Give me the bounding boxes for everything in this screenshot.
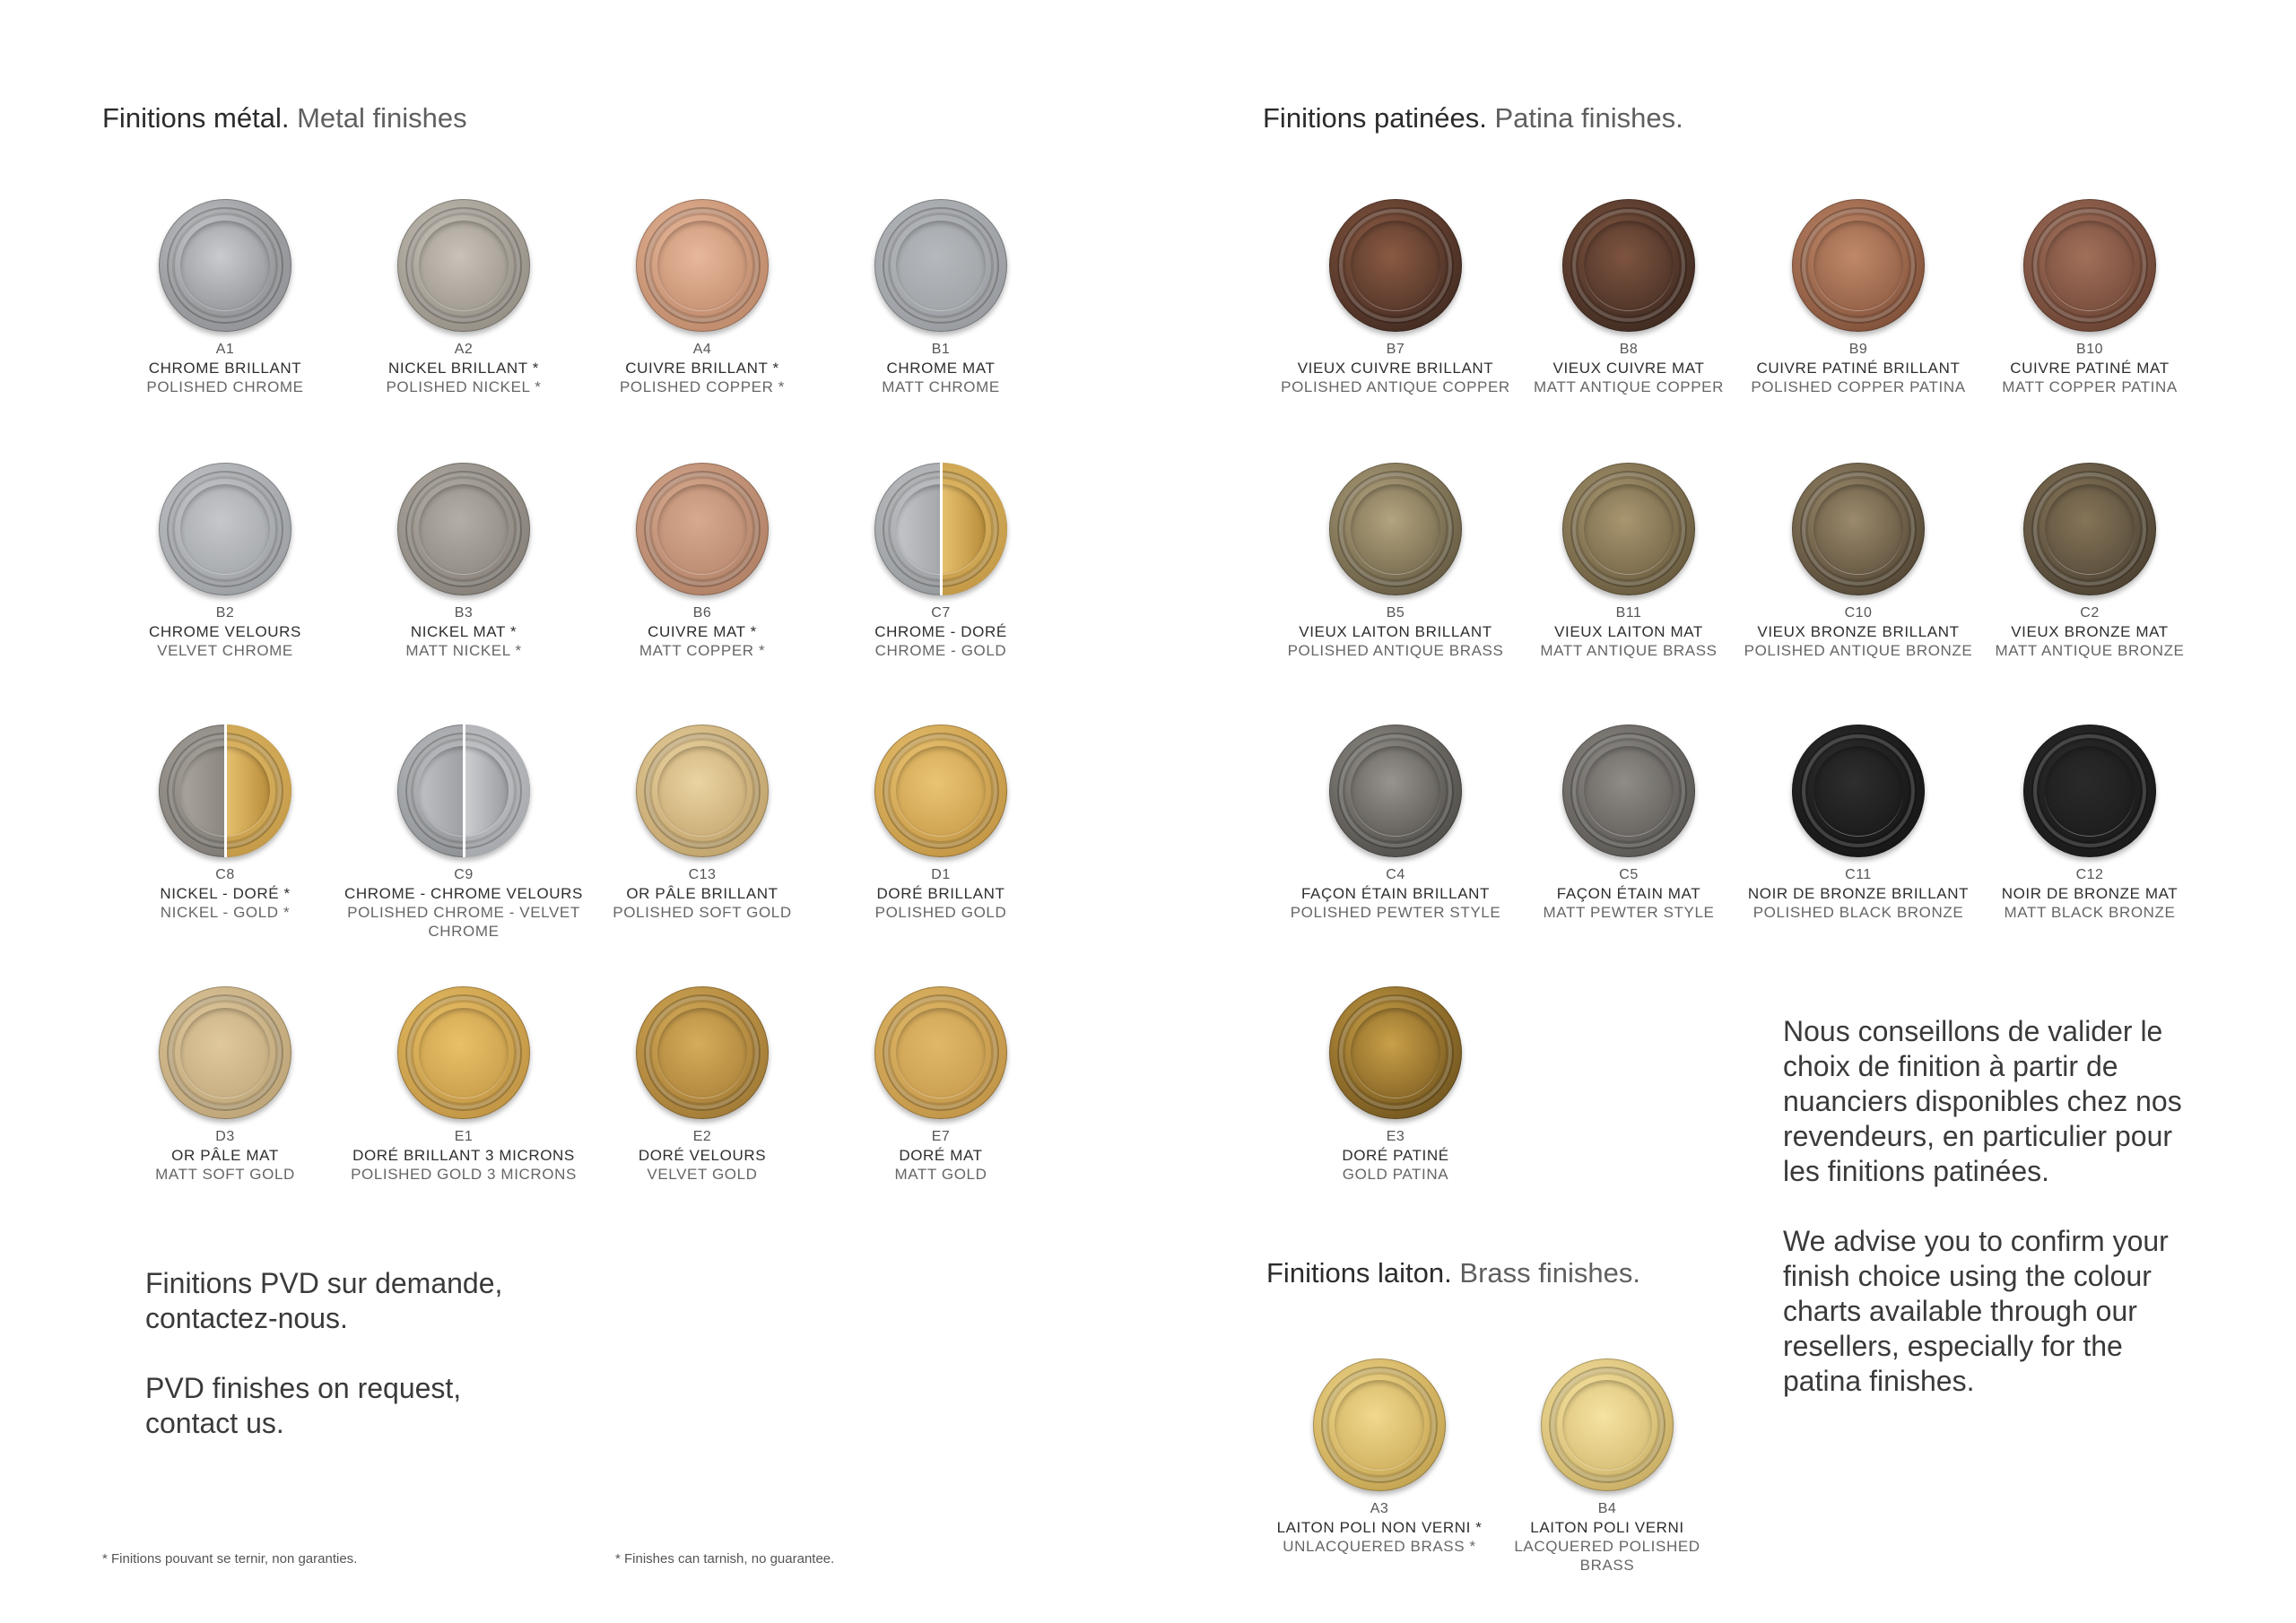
finish-knob-image [1313,1358,1446,1491]
swatch-name-en: MATT ANTIQUE BRASS [1540,642,1718,659]
swatch-name-fr: CUIVRE PATINÉ BRILLANT [1756,360,1961,377]
swatch-name-fr: NOIR DE BRONZE BRILLANT [1747,885,1970,902]
swatch-code: B9 [1848,342,1868,357]
finish-knob-image [1562,725,1695,857]
swatch-c13 [581,725,823,922]
swatch-name-en: UNLACQUERED BRASS * [1283,1538,1476,1555]
knob-face [419,1008,509,1098]
swatch-name-fr: VIEUX LAITON BRILLANT [1299,623,1492,640]
knob-face [1562,1380,1652,1470]
swatch-name-en: CHROME - GOLD [874,642,1007,659]
finish-knob-image [636,199,769,332]
swatch-name-en: GOLD PATINA [1342,1166,1449,1183]
swatch-name-fr: NOIR DE BRONZE MAT [2001,885,2179,902]
swatch-name-en: MATT ANTIQUE BRONZE [1995,642,2185,659]
finish-knob-image [636,725,769,857]
swatch-name-fr: VIEUX CUIVRE BRILLANT [1297,360,1494,377]
finish-knob-image [1541,1358,1674,1491]
finish-knob-image [397,725,530,857]
finish-knob-image [1329,199,1462,332]
finish-knob-image [636,463,769,595]
finish-knob-image [1329,463,1462,595]
knob-face [2045,221,2135,310]
swatch-a1 [104,199,346,396]
swatch-name-en: MATT CHROME [882,378,1000,395]
swatch-name-en: POLISHED COPPER * [619,378,786,395]
swatch-name-en: VELVET CHROME [157,642,293,659]
finish-knob-image [874,986,1007,1119]
pvd-note-en: PVD finishes on request, contact us. [145,1372,462,1439]
swatch-name-fr: OR PÂLE MAT [171,1147,279,1164]
swatch-c4 [1274,725,1517,922]
swatch-b4 [1486,1358,1728,1575]
finish-knob-image [2023,725,2156,857]
metal-title-fr: Finitions métal. [102,102,290,134]
knob-face [657,1008,747,1098]
swatch-code: D1 [931,867,951,882]
swatch-code: B1 [931,342,951,357]
metal-title-en: Metal finishes [289,102,467,134]
knob-face [1351,221,1440,310]
swatch-name-en: POLISHED GOLD [874,904,1007,921]
swatch-code: C8 [215,867,235,882]
swatch-b10 [1969,199,2211,396]
finish-knob-image [874,725,1007,857]
finish-knob-image [159,463,291,595]
swatch-name-en: NICKEL - GOLD * [160,904,291,921]
swatch-b2 [104,463,346,660]
footnote-en: * Finishes can tarnish, no guarantee. [615,1551,835,1567]
swatch-name-en: MATT COPPER PATINA [2002,378,2178,395]
swatch-e2 [581,986,823,1184]
patina-title-fr: Finitions patinées. [1263,102,1487,134]
swatch-code: B8 [1619,342,1639,357]
finish-knob-image [1792,463,1925,595]
swatch-name-fr: DORÉ BRILLANT [876,885,1005,902]
finish-knob-image [1329,986,1462,1119]
finish-knob-image [159,199,291,332]
swatch-code: B7 [1386,342,1405,357]
knob-face [419,221,509,310]
swatch-code: E2 [692,1129,712,1144]
swatch-name-en: MATT ANTIQUE COPPER [1534,378,1724,395]
swatch-name-en: MATT NICKEL * [405,642,522,659]
finish-knob-image [397,986,530,1119]
swatch-code: C2 [2080,605,2100,621]
swatch-code: E1 [454,1129,474,1144]
swatch-name-fr: DORÉ BRILLANT 3 MICRONS [352,1147,575,1164]
swatch-code: B11 [1615,605,1642,621]
knob-face [180,1008,270,1098]
knob-face [2045,746,2135,836]
knob-split-line [940,463,943,595]
swatch-b9 [1737,199,1979,396]
swatch-name-en: MATT PEWTER STYLE [1543,904,1715,921]
swatch-code: C4 [1386,867,1405,882]
knob-face [657,221,747,310]
swatch-c12 [1969,725,2211,922]
swatch-name-en: MATT BLACK BRONZE [2004,904,2176,921]
swatch-b8 [1508,199,1750,396]
swatch-code: A4 [692,342,712,357]
brass-title-fr: Finitions laiton. [1266,1257,1452,1289]
pvd-note-fr: Finitions PVD sur demande, contactez-nous. [145,1267,503,1334]
knob-face [896,221,986,310]
swatch-code: C12 [2075,867,2104,882]
swatch-name-fr: CUIVRE BRILLANT * [625,360,779,377]
swatch-c2 [1969,463,2211,660]
knob-face [1584,484,1674,574]
knob-face [657,484,747,574]
finish-knob-image [159,725,291,857]
swatch-name-en: VELVET GOLD [647,1166,758,1183]
swatch-name-fr: CHROME BRILLANT [148,360,302,377]
swatch-code: A3 [1370,1501,1389,1516]
swatch-name-fr: CHROME VELOURS [149,623,301,640]
knob-face [1813,484,1903,574]
finish-knob-image [2023,199,2156,332]
finish-knob-image [874,463,1007,595]
swatch-name-en: POLISHED CHROME - VELVET CHROME [347,904,580,940]
swatch-code: B4 [1597,1501,1617,1516]
swatch-code: B3 [454,605,474,621]
swatch-name-fr: DORÉ VELOURS [638,1147,767,1164]
finish-knob-image [397,199,530,332]
swatch-c7 [820,463,1062,660]
swatch-name-fr: DORÉ MAT [899,1147,983,1164]
patina-title-en: Patina finishes. [1486,102,1683,134]
swatch-name-fr: VIEUX LAITON MAT [1554,623,1703,640]
knob-face [1813,746,1903,836]
finish-knob-image [1329,725,1462,857]
knob-face [180,484,270,574]
swatch-name-en: POLISHED ANTIQUE BRASS [1287,642,1504,659]
swatch-code: D3 [215,1129,235,1144]
knob-face [1584,746,1674,836]
swatch-name-en: POLISHED ANTIQUE BRONZE [1744,642,1973,659]
finish-knob-image [159,986,291,1119]
swatch-name-en: POLISHED PEWTER STYLE [1290,904,1501,921]
swatch-b7 [1274,199,1517,396]
swatch-code: B6 [692,605,712,621]
swatch-name-en: POLISHED ANTIQUE COPPER [1281,378,1510,395]
swatch-c9 [343,725,585,941]
swatch-a3 [1258,1358,1500,1556]
footnote-fr: * Finitions pouvant se ternir, non garanties. [102,1551,358,1567]
swatch-code: E7 [931,1129,951,1144]
swatch-name-en: POLISHED CHROME [146,378,304,395]
swatch-code: B5 [1386,605,1405,621]
metal-finishes-title [102,102,467,135]
finish-knob-image [874,199,1007,332]
knob-face [1813,221,1903,310]
finish-knob-image [636,986,769,1119]
brass-title-en: Brass finishes. [1451,1257,1640,1289]
swatch-code: B10 [2076,342,2103,357]
finish-knob-image [397,463,530,595]
swatch-name-en: MATT COPPER * [639,642,766,659]
swatch-name-fr: VIEUX BRONZE BRILLANT [1757,623,1960,640]
swatch-d1 [820,725,1062,922]
swatch-name-en: MATT SOFT GOLD [155,1166,295,1183]
swatch-name-fr: NICKEL MAT * [410,623,517,640]
swatch-a4 [581,199,823,396]
swatch-code: C11 [1845,867,1872,882]
knob-face [1335,1380,1424,1470]
swatch-name-en: POLISHED NICKEL * [386,378,542,395]
swatch-code: A2 [454,342,474,357]
swatch-code: C13 [688,867,717,882]
swatch-name-en: POLISHED BLACK BRONZE [1752,904,1964,921]
swatch-c8 [104,725,346,922]
swatch-name-en: LACQUERED POLISHED BRASS [1514,1538,1700,1574]
swatch-code: C9 [454,867,474,882]
swatch-c11 [1737,725,1979,922]
swatch-name-en: POLISHED GOLD 3 MICRONS [351,1166,577,1183]
advice-note-fr: Nous conseillons de valider le choix de finition à partir de nuanciers disponibles chez nos revendeurs, en particulier pour les finitions patinées. [1783,1015,2182,1187]
swatch-b5 [1274,463,1517,660]
swatch-c5 [1508,725,1750,922]
knob-face [657,746,747,836]
swatch-code: B2 [215,605,235,621]
pvd-note [145,1266,558,1441]
swatch-a2 [343,199,585,396]
swatch-e1 [343,986,585,1184]
swatch-b11 [1508,463,1750,660]
knob-face [1351,746,1440,836]
knob-face [419,484,509,574]
swatch-c10 [1737,463,1979,660]
swatch-code: A1 [215,342,235,357]
swatch-name-fr: CHROME - DORÉ [874,623,1007,640]
knob-face [896,746,986,836]
advice-note [1783,1014,2187,1399]
swatch-b1 [820,199,1062,396]
swatch-name-fr: OR PÂLE BRILLANT [626,885,778,902]
swatch-name-fr: CUIVRE PATINÉ MAT [2010,360,2170,377]
swatch-name-fr: LAITON POLI VERNI [1530,1519,1684,1536]
knob-face [180,221,270,310]
swatch-name-fr: CHROME MAT [886,360,996,377]
swatch-code: C7 [931,605,951,621]
swatch-name-fr: CUIVRE MAT * [648,623,757,640]
swatch-name-fr: VIEUX BRONZE MAT [2011,623,2169,640]
patina-finishes-title [1263,102,1683,135]
swatch-name-fr: NICKEL - DORÉ * [160,885,291,902]
swatch-d3 [104,986,346,1184]
swatch-code: E3 [1386,1129,1405,1144]
swatch-name-fr: CHROME - CHROME VELOURS [344,885,583,902]
swatch-name-fr: LAITON POLI NON VERNI * [1276,1519,1483,1536]
swatch-code: C10 [1844,605,1873,621]
knob-face [1351,484,1440,574]
knob-split-line [224,725,227,857]
finish-knob-image [1562,463,1695,595]
knob-split-line [463,725,465,857]
advice-note-en: We advise you to confirm your finish choice using the colour charts available through our resellers, especially for the patina finishes. [1783,1225,2169,1397]
swatch-b6 [581,463,823,660]
knob-face [1351,1008,1440,1098]
swatch-name-en: POLISHED COPPER PATINA [1751,378,1966,395]
knob-face [896,1008,986,1098]
swatch-e3 [1274,986,1517,1184]
swatch-name-fr: FAÇON ÉTAIN BRILLANT [1300,885,1491,902]
swatch-b3 [343,463,585,660]
swatch-name-fr: DORÉ PATINÉ [1342,1147,1449,1164]
finish-knob-image [1792,725,1925,857]
swatch-code: C5 [1619,867,1639,882]
swatch-name-en: POLISHED SOFT GOLD [613,904,792,921]
knob-face [1584,221,1674,310]
swatch-name-en: MATT GOLD [894,1166,987,1183]
swatch-name-fr: FAÇON ÉTAIN MAT [1556,885,1701,902]
swatch-name-fr: NICKEL BRILLANT * [388,360,539,377]
swatch-e7 [820,986,1062,1184]
finish-knob-image [1562,199,1695,332]
knob-face [2045,484,2135,574]
finish-knob-image [2023,463,2156,595]
brass-finishes-title [1266,1257,1640,1289]
swatch-name-fr: VIEUX CUIVRE MAT [1552,360,1705,377]
finish-knob-image [1792,199,1925,332]
